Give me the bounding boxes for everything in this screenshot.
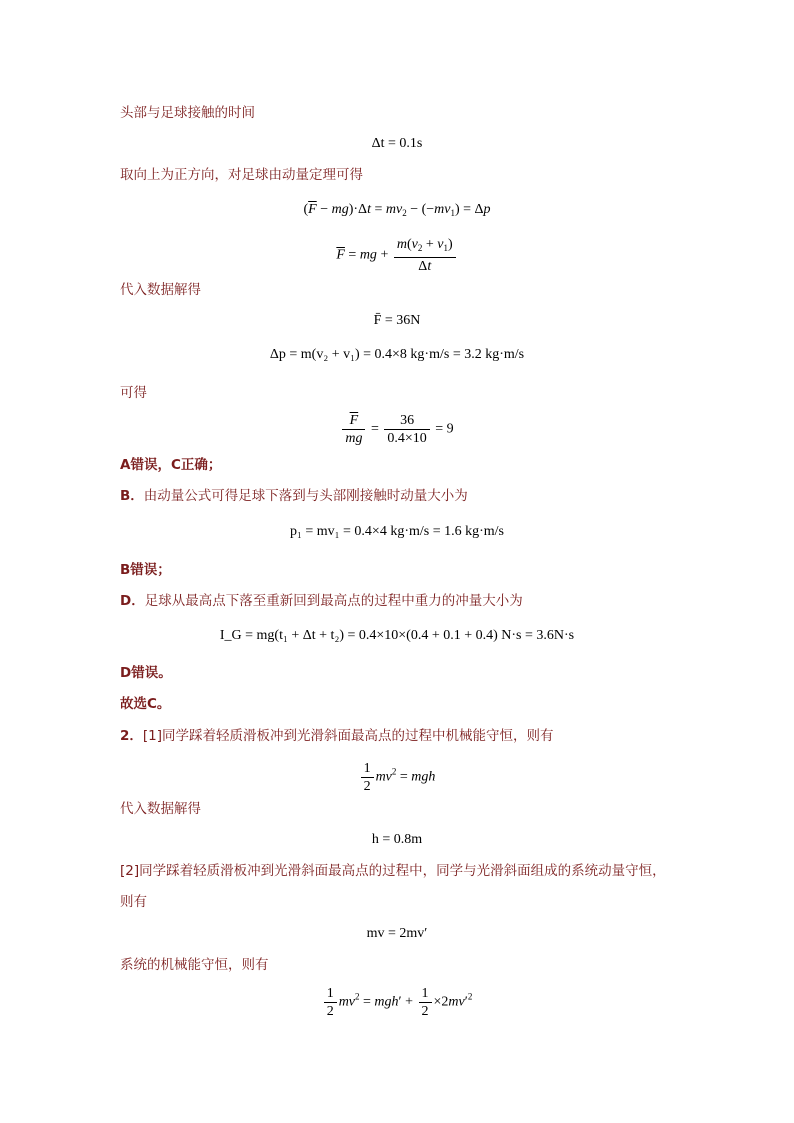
equation-energy-conservation: $\frac{1}{2}$ $mv^2 = mgh'$ + $\frac{1}{2}$ $\times 2mv'^2$ [0, 985, 794, 1020]
text-line [120, 487, 468, 505]
equation-ratio: $\frac{\overline{F}}{mg}$ = $\frac{36}{0.4\times 10}$ = 9 [0, 412, 794, 447]
question-number: 2． [120, 728, 143, 744]
text-bold: A错误，C正确； [120, 457, 222, 473]
equation-force-value: F̄ = 36N [373, 313, 421, 328]
equation-delta-p: Δp = m(v₂ + v₁) = 0.4×8 kg·m/s = 3.2 kg·m/s [269, 347, 525, 362]
equation-energy: $\frac{1}{2}$ $mv^2$ = mgh [0, 760, 794, 795]
text-line [120, 695, 170, 713]
text-line [120, 561, 171, 579]
text-line [120, 592, 523, 610]
text-line: 取向上为正方向，对足球由动量定理可得 [120, 167, 363, 183]
equation-average-force: $\overline{F}$ = mg + $\frac{m(v_2 + v_1)}{\Delta t}$ [0, 236, 794, 275]
option-label: B． [120, 488, 144, 504]
equation-momentum-conservation: mv = 2mv′ [366, 926, 428, 941]
text-line: 可得 [120, 385, 147, 401]
text-line: 则有 [120, 894, 147, 910]
text-bold: 故选C。 [120, 696, 171, 712]
equation-impulse: I_G = mg(t₁ + Δt + t₂) = 0.4×10×(0.4 + 0.1 + 0.4) N·s = 3.6N·s [219, 628, 575, 643]
text-line [120, 727, 554, 745]
text-line [120, 664, 172, 682]
text-bold: B错误； [120, 562, 171, 578]
text-content: 足球从最高点下落至重新回到最高点的过程中重力的冲量大小为 [144, 593, 523, 609]
equation-p1: p₁ = mv₁ = 0.4×4 kg·m/s = 1.6 kg·m/s [289, 524, 504, 539]
equation-momentum-theorem: $(\overline{F} - mg)\cdot\Delta t = mv_2 - (-mv_1) = \Delta p$ [303, 202, 491, 218]
equation-height: h = 0.8m [371, 832, 423, 847]
equation-delta-t: Δt = 0.1s [371, 136, 423, 151]
text-bold: D错误。 [120, 665, 172, 681]
text-line [120, 456, 221, 474]
text-line: 系统的机械能守恒，则有 [120, 957, 269, 973]
text-line: 代入数据解得 [120, 801, 201, 817]
text-content: [1]同学踩着轻质滑板冲到光滑斜面最高点的过程中机械能守恒，则有 [142, 728, 554, 744]
text-line: 代入数据解得 [120, 282, 201, 298]
text-line: 头部与足球接触的时间 [120, 105, 255, 121]
text-line: [2]同学踩着轻质滑板冲到光滑斜面最高点的过程中，同学与光滑斜面组成的系统动量守恒， [120, 863, 666, 879]
option-label: D． [120, 593, 145, 609]
text-content: 由动量公式可得足球下落到与头部刚接触时动量大小为 [143, 488, 468, 504]
